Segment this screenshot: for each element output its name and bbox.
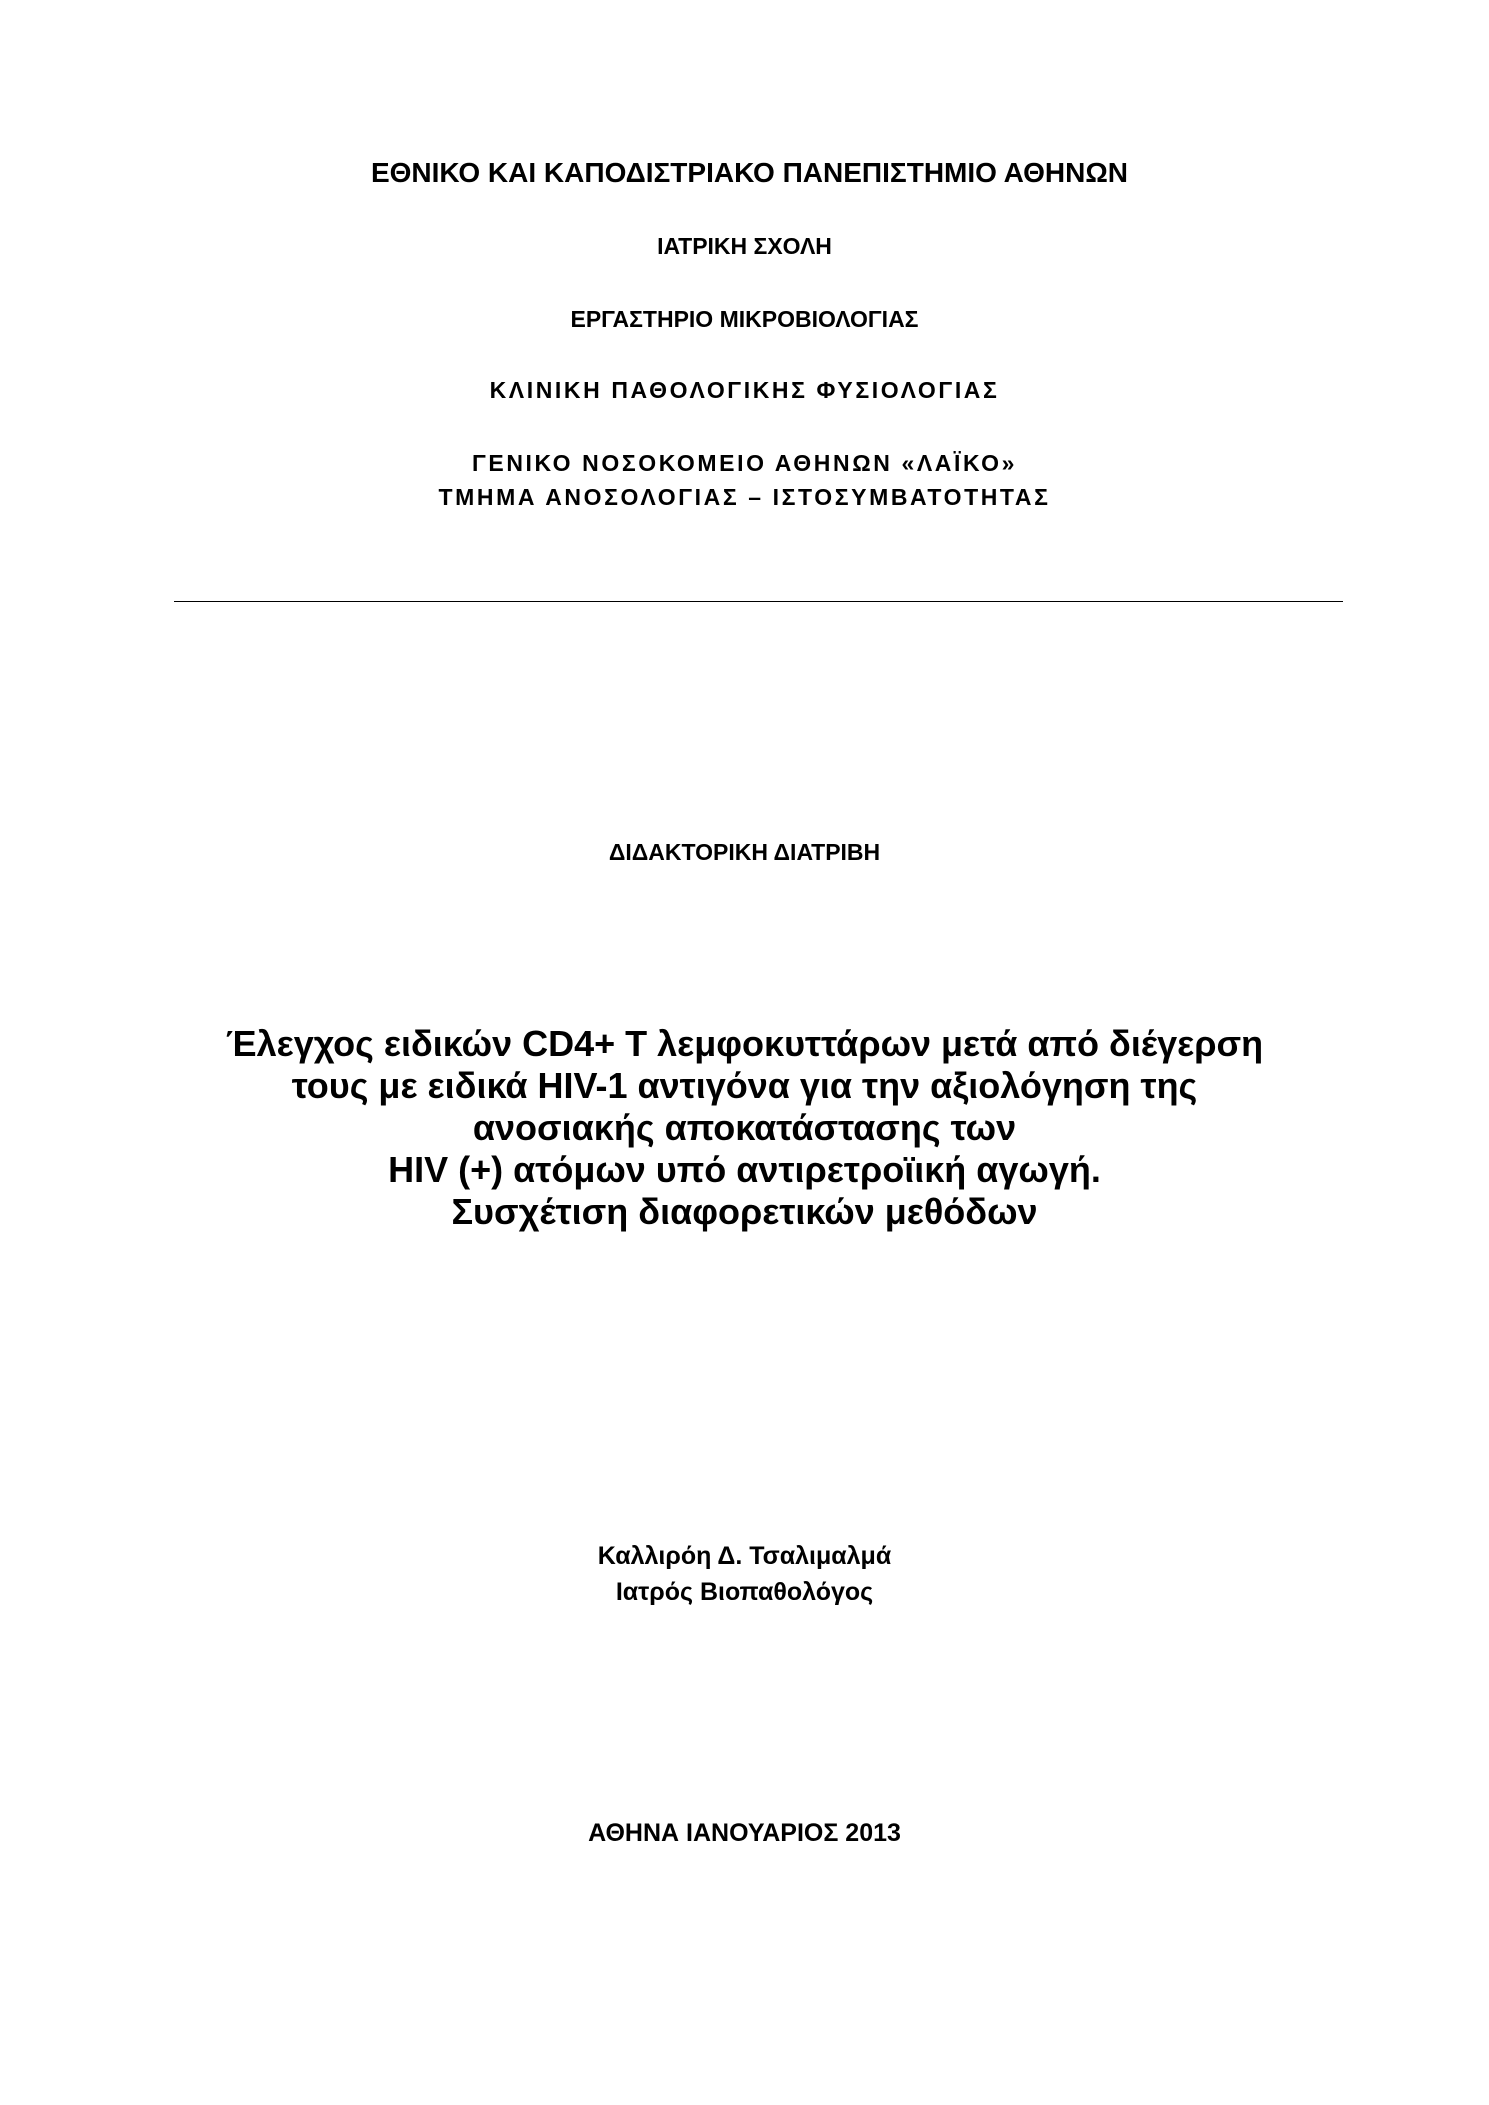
thesis-title-line: Έλεγχος ειδικών CD4+ T λεμφοκυττάρων μετά από διέγερση (225, 1023, 1264, 1064)
clinic-name: ΚΛΙΝΙΚΗ ΠΑΘΟΛΟΓΙΚΗΣ ΦΥΣΙΟΛΟΓΙΑΣ (489, 377, 1000, 403)
thesis-title-line: Συσχέτιση διαφορετικών μεθόδων (451, 1191, 1038, 1232)
author-name: Καλλιρόη Δ. Τσαλιμαλμά (597, 1542, 892, 1570)
school-name: ΙΑΤΡΙΚΗ ΣΧΟΛΗ (657, 233, 832, 259)
thesis-title-line: HIV (+) ατόμων υπό αντιρετροϊική αγωγή. (388, 1149, 1101, 1190)
thesis-title-line: τους με ειδικά HIV-1 αντιγόνα για την αξιολόγηση της (291, 1065, 1198, 1106)
thesis-title-line: ανοσιακής αποκατάστασης των (472, 1107, 1017, 1148)
department-name: ΤΜΗΜΑ ΑΝΟΣΟΛΟΓΙΑΣ – ΙΣΤΟΣΥΜΒΑΤΟΤΗΤΑΣ (438, 484, 1051, 510)
author-block (0, 1538, 1489, 1610)
place-date: ΑΘΗΝΑ ΙΑΝΟΥΑΡΙΟΣ 2013 (588, 1819, 901, 1847)
laboratory-name: ΕΡΓΑΣΤΗΡΙΟ ΜΙΚΡΟΒΙΟΛΟΓΙΑΣ (570, 306, 919, 332)
header-divider (174, 601, 1343, 602)
author-role: Ιατρός Βιοπαθολόγος (615, 1578, 874, 1606)
document-type: ΔΙΔΑΚΤΟΡΙΚΗ ΔΙΑΤΡΙΒΗ (608, 839, 881, 865)
hospital-name: ΓΕΝΙΚΟ ΝΟΣΟΚΟΜΕΙΟ ΑΘΗΝΩΝ «ΛΑΪΚΟ» (471, 450, 1018, 476)
thesis-title (0, 1023, 1489, 1233)
university-name: ΕΘΝΙΚΟ ΚΑΙ ΚΑΠΟΔΙΣΤΡΙΑΚΟ ΠΑΝΕΠΙΣΤΗΜΙΟ ΑΘΗΝΩΝ (370, 157, 1129, 188)
